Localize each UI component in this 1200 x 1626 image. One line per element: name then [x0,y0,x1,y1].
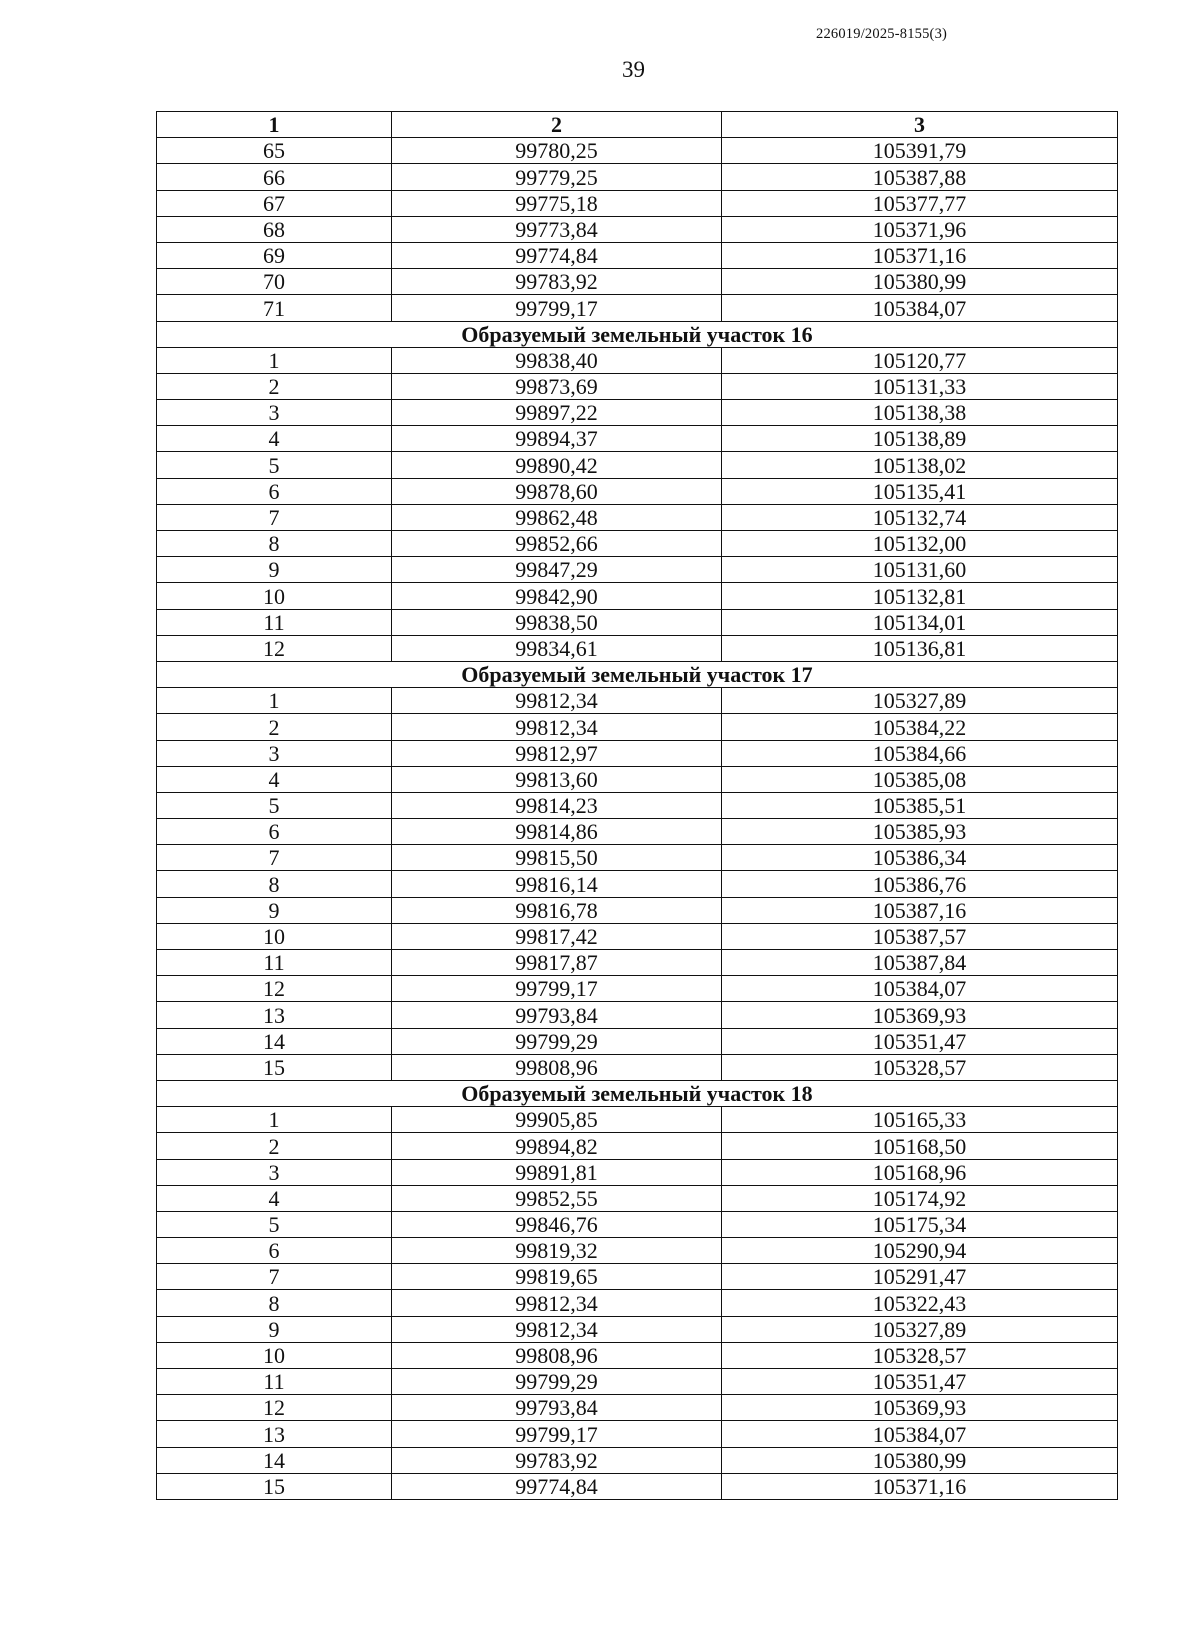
x-coordinate-cell: 99894,37 [392,426,722,452]
section-title-row [157,1080,1118,1106]
column-header-3: 3 [722,112,1118,138]
table-row [157,1185,1118,1211]
point-number-cell: 8 [157,531,392,557]
table-row [157,138,1118,164]
table-row [157,1028,1118,1054]
y-coordinate-cell: 105134,01 [722,609,1118,635]
point-number-cell: 1 [157,347,392,373]
point-number-cell: 7 [157,1264,392,1290]
point-number-cell: 3 [157,400,392,426]
table-row [157,609,1118,635]
point-number-cell: 7 [157,845,392,871]
y-coordinate-cell: 105385,51 [722,792,1118,818]
y-coordinate-cell: 105135,41 [722,478,1118,504]
x-coordinate-cell: 99891,81 [392,1159,722,1185]
y-coordinate-cell: 105291,47 [722,1264,1118,1290]
point-number-cell: 8 [157,871,392,897]
y-coordinate-cell: 105384,22 [722,714,1118,740]
point-number-cell: 4 [157,426,392,452]
table-row [157,1002,1118,1028]
point-number-cell: 1 [157,688,392,714]
x-coordinate-cell: 99783,92 [392,269,722,295]
point-number-cell: 5 [157,1211,392,1237]
point-number-cell: 66 [157,164,392,190]
point-number-cell: 10 [157,923,392,949]
x-coordinate-cell: 99793,84 [392,1002,722,1028]
point-number-cell: 2 [157,373,392,399]
table-row [157,478,1118,504]
table-row [157,1133,1118,1159]
table-row [157,1290,1118,1316]
table-row [157,1421,1118,1447]
y-coordinate-cell: 105165,33 [722,1107,1118,1133]
y-coordinate-cell: 105387,84 [722,950,1118,976]
point-number-cell: 12 [157,976,392,1002]
table-row [157,792,1118,818]
x-coordinate-cell: 99847,29 [392,557,722,583]
point-number-cell: 5 [157,452,392,478]
x-coordinate-cell: 99812,34 [392,714,722,740]
table-row [157,269,1118,295]
column-header-1: 1 [157,112,392,138]
y-coordinate-cell: 105369,93 [722,1395,1118,1421]
table-row [157,531,1118,557]
x-coordinate-cell: 99817,42 [392,923,722,949]
y-coordinate-cell: 105138,89 [722,426,1118,452]
point-number-cell: 5 [157,792,392,818]
point-number-cell: 12 [157,635,392,661]
y-coordinate-cell: 105384,66 [722,740,1118,766]
table-row [157,635,1118,661]
y-coordinate-cell: 105174,92 [722,1185,1118,1211]
point-number-cell: 2 [157,1133,392,1159]
x-coordinate-cell: 99780,25 [392,138,722,164]
table-row [157,819,1118,845]
x-coordinate-cell: 99783,92 [392,1447,722,1473]
page-number: 39 [622,57,645,82]
y-coordinate-cell: 105386,34 [722,845,1118,871]
x-coordinate-cell: 99838,50 [392,609,722,635]
y-coordinate-cell: 105132,00 [722,531,1118,557]
table-row [157,1473,1118,1499]
y-coordinate-cell: 105371,16 [722,242,1118,268]
x-coordinate-cell: 99812,34 [392,1316,722,1342]
x-coordinate-cell: 99799,29 [392,1028,722,1054]
y-coordinate-cell: 105384,07 [722,1421,1118,1447]
point-number-cell: 4 [157,1185,392,1211]
point-number-cell: 11 [157,950,392,976]
point-number-cell: 4 [157,766,392,792]
table-row [157,216,1118,242]
section-title: Образуемый земельный участок 16 [157,321,1118,347]
x-coordinate-cell: 99852,66 [392,531,722,557]
x-coordinate-cell: 99819,32 [392,1238,722,1264]
point-number-cell: 2 [157,714,392,740]
table-row [157,1107,1118,1133]
point-number-cell: 9 [157,897,392,923]
x-coordinate-cell: 99812,34 [392,688,722,714]
x-coordinate-cell: 99814,23 [392,792,722,818]
y-coordinate-cell: 105327,89 [722,688,1118,714]
table-row [157,295,1118,321]
x-coordinate-cell: 99773,84 [392,216,722,242]
x-coordinate-cell: 99834,61 [392,635,722,661]
y-coordinate-cell: 105131,33 [722,373,1118,399]
point-number-cell: 9 [157,557,392,583]
table-row [157,452,1118,478]
y-coordinate-cell: 105120,77 [722,347,1118,373]
coordinates-table [156,111,1118,1500]
table-row [157,688,1118,714]
y-coordinate-cell: 105386,76 [722,871,1118,897]
y-coordinate-cell: 105132,74 [722,504,1118,530]
x-coordinate-cell: 99838,40 [392,347,722,373]
y-coordinate-cell: 105175,34 [722,1211,1118,1237]
point-number-cell: 65 [157,138,392,164]
table-row [157,1238,1118,1264]
y-coordinate-cell: 105168,96 [722,1159,1118,1185]
x-coordinate-cell: 99878,60 [392,478,722,504]
x-coordinate-cell: 99890,42 [392,452,722,478]
x-coordinate-cell: 99812,97 [392,740,722,766]
point-number-cell: 69 [157,242,392,268]
point-number-cell: 3 [157,740,392,766]
section-title: Образуемый земельный участок 18 [157,1080,1118,1106]
x-coordinate-cell: 99774,84 [392,242,722,268]
x-coordinate-cell: 99905,85 [392,1107,722,1133]
x-coordinate-cell: 99799,17 [392,1421,722,1447]
point-number-cell: 14 [157,1447,392,1473]
y-coordinate-cell: 105384,07 [722,976,1118,1002]
x-coordinate-cell: 99897,22 [392,400,722,426]
x-coordinate-cell: 99894,82 [392,1133,722,1159]
table-header-row [157,112,1118,138]
table-row [157,1342,1118,1368]
point-number-cell: 12 [157,1395,392,1421]
table-row [157,347,1118,373]
y-coordinate-cell: 105168,50 [722,1133,1118,1159]
table-row [157,1159,1118,1185]
x-coordinate-cell: 99808,96 [392,1342,722,1368]
section-title-row [157,321,1118,347]
y-coordinate-cell: 105377,77 [722,190,1118,216]
point-number-cell: 67 [157,190,392,216]
y-coordinate-cell: 105351,47 [722,1369,1118,1395]
y-coordinate-cell: 105132,81 [722,583,1118,609]
y-coordinate-cell: 105387,57 [722,923,1118,949]
x-coordinate-cell: 99815,50 [392,845,722,871]
point-number-cell: 6 [157,478,392,504]
table-row [157,923,1118,949]
point-number-cell: 13 [157,1421,392,1447]
point-number-cell: 6 [157,1238,392,1264]
table-row [157,1054,1118,1080]
table-row [157,714,1118,740]
x-coordinate-cell: 99813,60 [392,766,722,792]
x-coordinate-cell: 99799,29 [392,1369,722,1395]
y-coordinate-cell: 105385,93 [722,819,1118,845]
y-coordinate-cell: 105385,08 [722,766,1118,792]
x-coordinate-cell: 99852,55 [392,1185,722,1211]
y-coordinate-cell: 105328,57 [722,1342,1118,1368]
point-number-cell: 68 [157,216,392,242]
x-coordinate-cell: 99873,69 [392,373,722,399]
y-coordinate-cell: 105387,16 [722,897,1118,923]
table-row [157,871,1118,897]
document-reference: 226019/2025-8155(3) [816,26,948,42]
x-coordinate-cell: 99842,90 [392,583,722,609]
point-number-cell: 3 [157,1159,392,1185]
y-coordinate-cell: 105322,43 [722,1290,1118,1316]
point-number-cell: 11 [157,609,392,635]
coordinates-table-body [157,112,1118,1500]
table-row [157,583,1118,609]
x-coordinate-cell: 99812,34 [392,1290,722,1316]
section-title-row [157,661,1118,687]
point-number-cell: 9 [157,1316,392,1342]
table-row [157,1395,1118,1421]
point-number-cell: 11 [157,1369,392,1395]
table-row [157,1447,1118,1473]
x-coordinate-cell: 99775,18 [392,190,722,216]
y-coordinate-cell: 105380,99 [722,269,1118,295]
point-number-cell: 7 [157,504,392,530]
point-number-cell: 6 [157,819,392,845]
x-coordinate-cell: 99799,17 [392,976,722,1002]
x-coordinate-cell: 99846,76 [392,1211,722,1237]
point-number-cell: 10 [157,583,392,609]
table-row [157,1264,1118,1290]
x-coordinate-cell: 99816,14 [392,871,722,897]
table-row [157,400,1118,426]
table-row [157,504,1118,530]
point-number-cell: 13 [157,1002,392,1028]
section-title: Образуемый земельный участок 17 [157,661,1118,687]
y-coordinate-cell: 105328,57 [722,1054,1118,1080]
x-coordinate-cell: 99779,25 [392,164,722,190]
table-row [157,373,1118,399]
table-row [157,242,1118,268]
point-number-cell: 10 [157,1342,392,1368]
y-coordinate-cell: 105131,60 [722,557,1118,583]
x-coordinate-cell: 99862,48 [392,504,722,530]
table-row [157,766,1118,792]
table-row [157,1316,1118,1342]
y-coordinate-cell: 105351,47 [722,1028,1118,1054]
table-row [157,1211,1118,1237]
y-coordinate-cell: 105380,99 [722,1447,1118,1473]
y-coordinate-cell: 105290,94 [722,1238,1118,1264]
y-coordinate-cell: 105387,88 [722,164,1118,190]
table-row [157,426,1118,452]
table-row [157,557,1118,583]
table-row [157,950,1118,976]
point-number-cell: 70 [157,269,392,295]
table-row [157,164,1118,190]
x-coordinate-cell: 99819,65 [392,1264,722,1290]
y-coordinate-cell: 105371,96 [722,216,1118,242]
y-coordinate-cell: 105327,89 [722,1316,1118,1342]
y-coordinate-cell: 105136,81 [722,635,1118,661]
y-coordinate-cell: 105369,93 [722,1002,1118,1028]
x-coordinate-cell: 99793,84 [392,1395,722,1421]
x-coordinate-cell: 99774,84 [392,1473,722,1499]
point-number-cell: 1 [157,1107,392,1133]
y-coordinate-cell: 105384,07 [722,295,1118,321]
point-number-cell: 71 [157,295,392,321]
table-row [157,845,1118,871]
table-row [157,1369,1118,1395]
table-row [157,740,1118,766]
x-coordinate-cell: 99808,96 [392,1054,722,1080]
table-row [157,976,1118,1002]
table-row [157,190,1118,216]
point-number-cell: 14 [157,1028,392,1054]
table-row [157,897,1118,923]
y-coordinate-cell: 105138,38 [722,400,1118,426]
point-number-cell: 8 [157,1290,392,1316]
x-coordinate-cell: 99816,78 [392,897,722,923]
y-coordinate-cell: 105391,79 [722,138,1118,164]
y-coordinate-cell: 105371,16 [722,1473,1118,1499]
x-coordinate-cell: 99799,17 [392,295,722,321]
x-coordinate-cell: 99814,86 [392,819,722,845]
x-coordinate-cell: 99817,87 [392,950,722,976]
y-coordinate-cell: 105138,02 [722,452,1118,478]
point-number-cell: 15 [157,1054,392,1080]
column-header-2: 2 [392,112,722,138]
point-number-cell: 15 [157,1473,392,1499]
